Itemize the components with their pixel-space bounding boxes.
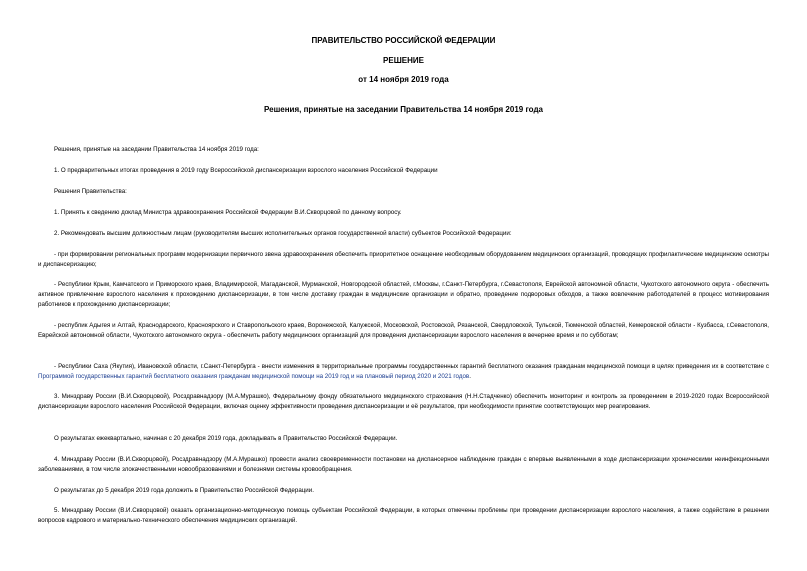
document-type-heading: РЕШЕНИЕ (383, 56, 424, 65)
document-date: от 14 ноября 2019 года (358, 75, 449, 84)
decision-2-point-b: - Республики Крым, Камчатского и Приморского краев, Владимирской, Магаданской, Мурманской, Новгородской областей, г.Москвы, г.Санкт-Петербурга, г.Севастополя, Еврейской автономной области, Чукотского автономного округа - обеспечить активное привлечение взрослого населения к прохождению диспансеризации, в том числе доставку граждан в медицинские организации и обратно, проведение подворовых обходов, а также вовлечение работодателей в процесс мотивирования работников к прохождению диспансеризации; (38, 281, 769, 308)
decision-2-point-d (38, 362, 769, 382)
decision-4: 4. Минздраву России (В.И.Скворцовой), Росздравнадзору (М.А.Мурашко) провести анализ своевременности постановки на диспансерное наблюдение граждан с впервые выявленными в ходе диспансеризации хроническими неинфекционными заболеваниями, в том числе злокачественными новообразованиями и болезнями системы кровообращения. (38, 456, 769, 473)
decision-3-reporting: О результатах ежеквартально, начиная с 20 декабря 2019 года, докладывать в Правительство Российской Федерации. (54, 435, 398, 442)
decisions-label: Решения Правительства: (54, 188, 127, 195)
decision-2-point-d-end: . (469, 373, 471, 380)
decision-2: 2. Рекомендовать высшим должностным лицам (руководителям высших исполнительных органов государственной власти) субъектов Российской Федерации: (54, 230, 512, 237)
decision-2-point-d-text: - Республики Саха (Якутия), Ивановской области, г.Санкт-Петербурга - внести изменения в территориальные программы государственных гарантий бесплатного оказания гражданам медицинской помощи в целях приведения их в соответствие с (54, 363, 769, 370)
decision-4-reporting: О результатах до 5 декабря 2019 года доложить в Правительство Российской Федерации. (54, 487, 314, 494)
decision-2-point-a: - при формировании региональных программ модернизации первичного звена здравоохранения обеспечить приоритетное оснащение необходимым оборудованием медицинских организаций, проводящих профилактические медицинские осмотры и диспансеризацию; (38, 251, 769, 268)
decision-3: 3. Минздраву России (В.И.Скворцовой), Росздравнадзору (М.А.Мурашко), Федеральному фонду обязательного медицинского страхования (Н.Н.Стадченко) обеспечить мониторинг и контроль за проведением в 2019-2020 годах Всероссийской диспансеризации взрослого населения Российской Федерации, включая оценку эффективности проведения диспансеризации и её результатов, при необходимости принятие соответствующих мер реагирования. (38, 393, 769, 410)
government-heading: ПРАВИТЕЛЬСТВО РОССИЙСКОЙ ФЕДЕРАЦИИ (311, 36, 496, 45)
decision-2-point-c: - республик Адыгея и Алтай, Краснодарского, Красноярского и Ставропольского краев, Воронежской, Калужской, Московской, Ростовской, Рязанской, Свердловской, Тульской, Тюменской областей, Кемеровской области - Кузбасса, г.Севастополя, Еврейской автономной области, Чукотского автономного округа - обеспечить работу медицинских организаций для проведения диспансеризации взрослого населения в вечернее время и по субботам; (38, 322, 769, 339)
decision-1: 1. Принять к сведению доклад Министра здравоохранения Российской Федерации В.И.Скворцовой по данному вопросу. (54, 209, 402, 216)
agenda-item-1: 1. О предварительных итогах проведения в 2019 году Всероссийской диспансеризации взрослого населения Российской Федерации (54, 167, 438, 174)
state-guarantees-program-link[interactable]: Программой государственных гарантий бесплатного оказания гражданам медицинской помощи на 2019 год и на плановый период 2020 и 2021 годов (38, 373, 470, 380)
intro-paragraph: Решения, принятые на заседании Правительства 14 ноября 2019 года: (54, 146, 259, 153)
decision-5: 5. Минздраву России (В.И.Скворцовой) оказать организационно-методическую помощь субъектам Российской Федерации, в которых отмечены проблемы при проведении диспансеризации взрослого населения, а также содействие в решении вопросов кадрового и материально-технического обеспечения медицинских организаций. (38, 507, 769, 524)
document-title: Решения, принятые на заседании Правительства 14 ноября 2019 года (264, 105, 543, 114)
